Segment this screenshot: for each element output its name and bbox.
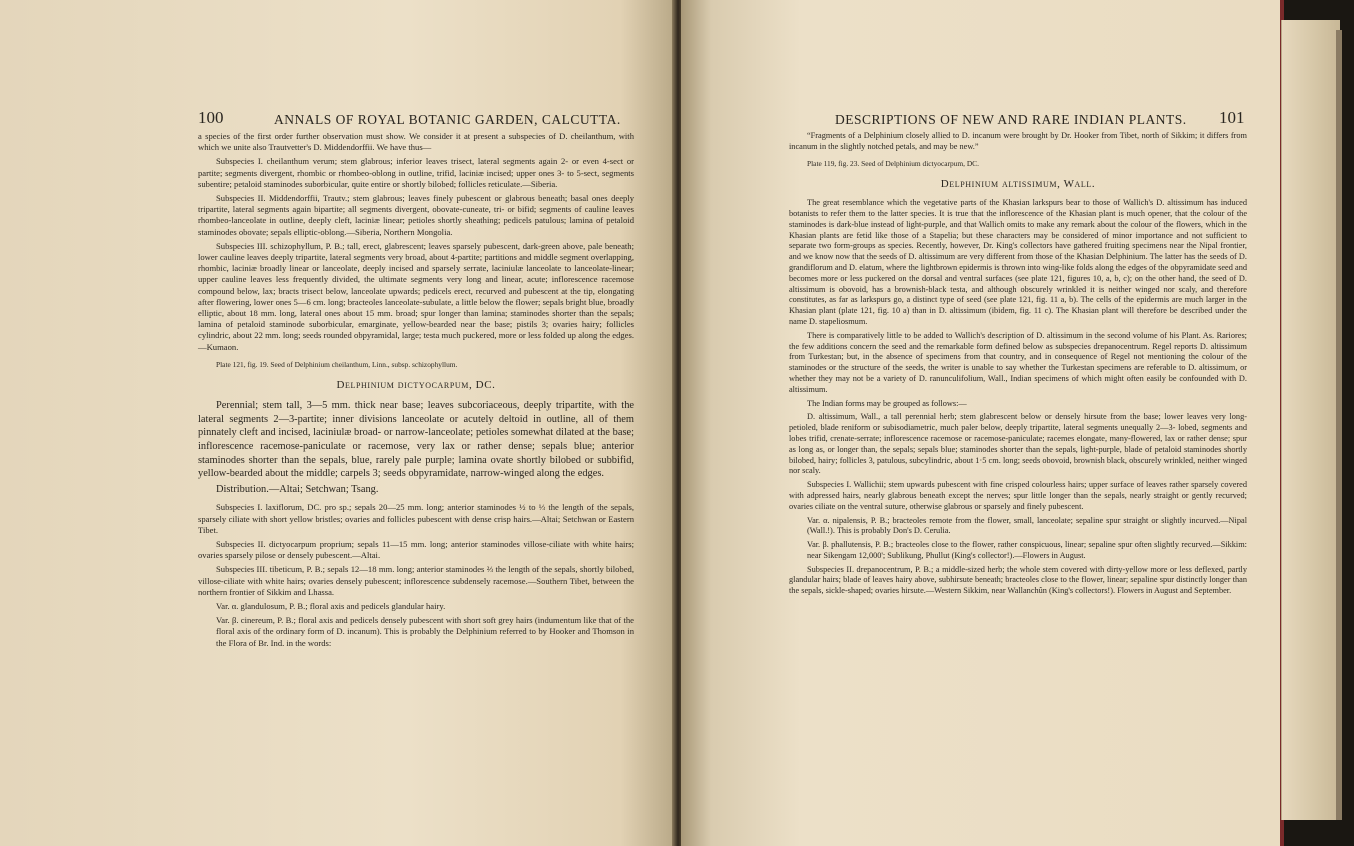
paragraph: D. altissimum, Wall., a tall perennial herb; stem glabrescent below or densely hirsute from the base; lower leaves very long-petioled, blade reniform or subisodiametric, much paler below, deeply tripartite, lateral segments unequally 2—3- lobed, segments and lobes trifid, crenate-serrate; inflorescence racemose or racemose-paniculate; racemes elongate, many-flowered, lax or rather dense; spur as long as, or longer than, the sepals; sepals blue; staminodes shorter than the sepals, light-purple, blade of petaloid staminodes shortly bilobed, hairy; follicles 3, patulous, subcylindric, about 1·5 cm. long; seeds obovoid, brownish black, obscurely wrinkled, neither winged nor scaly. bbox=[789, 412, 1247, 476]
paragraph: Subspecies I. cheilanthum verum; stem glabrous; inferior leaves trisect, lateral segments again 2- or even 4-sect or partite; segments divergent, rhombic or rhombeo-oblong in outline, trifid, laciniæ incised; upper ones 3- to 5-sect, segments subentire; petaloid staminodes suborbicular, quite entire or shortly bilobed; follicles reticulate.—Siberia. bbox=[198, 156, 634, 189]
variety: Var. β. phallutensis, P. B.; bracteoles close to the flower, rather conspicuous, linear; sepaline spur often slightly recurved.—Sikkim: near Sikengam 12,000'; Sublikung, Phullut (King's collector!).—Flowers in August. bbox=[807, 540, 1247, 560]
paragraph: a species of the first order further observation must show. We consider it at present a subspecies of D. cheilanthum, with which we unite also Trautvetter's D. Middendorffii. We have thus— bbox=[198, 131, 634, 153]
species-heading: Delphinium altissimum, Wall. bbox=[940, 178, 1096, 191]
right-text-column bbox=[789, 131, 1247, 600]
variety: Var. α. glandulosum, P. B.; floral axis and pedicels glandular hairy. bbox=[216, 601, 446, 612]
paragraph: Subspecies III. schizophyllum, P. B.; tall, erect, glabrescent; leaves sparsely pubescent, dark-green above, pale beneath; lower cauline leaves deeply tripartite, lateral segments very broad, about 4-partite; partitions and middle segment overlapping, rhombic, laciniæ broadly linear or lanceolate, deeply incised and sparsely serrate, laciniulæ lanceolate to lanceolate-linear; upper cauline leaves less frequently divided, the ultimate segments very long and linear, acute; inflorescence racemose compound below, lax; bracts trisect below, lanceolate upwards; pedicels erect, recurved and pubescent at the tip, elongating after flowering, lower ones 5—6 cm. long; bracteoles lanceolate-subulate, a little below the flower; sepals bright blue, broadly elliptic, about 18 mm. long, lateral ones about 15 mm. broad; spur longer than lamina; staminodes shorter than the sepals; lamina of petaloid staminode suborbicular, emarginate, yellow-bearded near the base; pistils 3; ovaries hairy; follicles cylindric, about 22 mm. long; seeds rounded obpyramidal, large; testa much puckered, more or less folded up along the edges.—Kumaon. bbox=[198, 240, 634, 352]
species-description bbox=[198, 399, 634, 496]
right-page bbox=[681, 0, 1281, 846]
paragraph: Subspecies II. Middendorffii, Trautv.; stem glabrous; leaves finely pubescent or glabrous beneath; basal ones deeply tripartite, lateral segments again bipartite; all segments divergent, obovate-cuneate, tri- or bifid; segments of cauline leaves rhombeo-lanceolate in outline, deeply cleft, laciniæ linear; petioles shortly sheathing; pedicels patulous; lamina of petaloid staminodes obovate; sepals elliptic-oblong.—Siberia, Northern Mongolia. bbox=[198, 193, 634, 237]
right-page-number: 101 bbox=[1219, 108, 1245, 127]
left-text-column bbox=[198, 131, 634, 652]
paragraph: Subspecies I. laxiflorum, DC. pro sp.; sepals 20—25 mm. long; anterior staminodes ½ to ⅓ the length of the sepals, sparsely ciliate with short yellow bristles; ovaries and follicles pubescent with dense crisp hairs.—Altai; Setchwan or Eastern Tibet. bbox=[198, 502, 634, 535]
page-stack-edge bbox=[1281, 20, 1340, 820]
variety: Var. α. nipalensis, P. B.; bracteoles remote from the flower, small, lanceolate; sepaline spur straight or slightly incurved.—Nipal (Wall.!). This is probably Don's D. Cerulia. bbox=[807, 515, 1247, 536]
left-page-number: 100 bbox=[198, 108, 224, 127]
paragraph: Perennial; stem tall, 3—5 mm. thick near base; leaves subcoriaceous, deeply tripartite, with the lateral segments 2—3-partite; inner divisions lanceolate or acutely deltoid in outline, all of them pinnately cleft and incised, laciniulæ broad- or narrow-lanceolate; petioles somewhat dilated at the base; inflorescence racemose-paniculate or racemose, very lax or rather dense; sepals blue; anterior staminodes shorter than the sepals, blue, rarely pale purple; lamina ovate shortly bilobed or subbifid, yellow-bearded about the middle; carpels 3; seeds obpyramidate, narrow-winged along the edges. bbox=[198, 400, 634, 480]
paragraph: Subspecies II. drepanocentrum, P. B.; a middle-sized herb; the whole stem covered with dirty-yellow more or less deflexed, partly glandular hairs; blade of leaves hairy above, subhirsute beneath; bracteoles close to the flower, linear; sepaline spur distinctly longer than the sepals, sickle-shaped; ovaries hirsute.—Western Sikkim, near Wallanchûn (King's collectors!). Flowers in August and September. bbox=[789, 564, 1247, 596]
right-running-header: DESCRIPTIONS OF NEW AND RARE INDIAN PLANTS. bbox=[835, 112, 1187, 127]
left-running-header: ANNALS OF ROYAL BOTANIC GARDEN, CALCUTTA. bbox=[274, 112, 621, 127]
page-stack-shadow bbox=[1336, 30, 1342, 820]
paragraph: The Indian forms may be grouped as follows:— bbox=[807, 398, 967, 408]
paragraph: Subspecies III. tibeticum, P. B.; sepals 12—18 mm. long; anterior staminodes ⅔ the length of the sepals, shortly bilobed, villose-ciliate with white hairs; ovaries densely pubescent; inflorescence subdensely racemose.—Southern Tibet, between the northern frontier of Sikkim and Lhassa. bbox=[198, 564, 634, 597]
paragraph: Subspecies I. Wallichii; stem upwards pubescent with fine crisped colourless hairs; upper surface of leaves rather sparsely covered with adpressed hairs, nearly glabrous beneath except the nerves; spur little longer than the sepals, nearly straight or gently recurved; ovaries ciliate on the ventral suture, otherwise glabrous or sparsely and finely pubescent. bbox=[789, 480, 1247, 511]
plate-caption: Plate 121, fig. 19. Seed of Delphinium cheilanthum, Linn., subsp. schizophyllum. bbox=[216, 359, 458, 369]
variety: Var. β. cinereum, P. B.; floral axis and pedicels densely pubescent with short soft grey hairs (indumentum like that of the floral axis of the ordinary form of D. incanum). This is probably the Delphinium referred to by Hooker and Thomson in the Flora of Br. Ind. in the words: bbox=[216, 615, 634, 648]
paragraph: There is comparatively little to be added to Wallich's description of D. altissimum in the second volume of his Plant. As. Rariores; the few additions concern the seed and the remarkable form defined below as subspecies drepanocentrum. Regel reports D. altissimum from Turkestan; but, in the absence of specimens from that country, and in consequence of Regel not mentioning the colour of the staminodes or the structure of the seeds, the writer is unable to say whether the Turkestan specimens are referable to D. altissimum, or whether they may not be a variety of D. ranunculifolium, Wall., Indian specimens of which might often easily be confounded with D. altissimum. bbox=[789, 330, 1247, 394]
paragraph: Subspecies II. dictyocarpum proprium; sepals 11—15 mm. long; anterior staminodes villose-ciliate with white hairs; ovaries sparsely pilose or densely pubescent.—Altai. bbox=[198, 539, 634, 561]
quotation: “Fragments of a Delphinium closely allied to D. incanum were brought by Dr. Hooker from Tibet, north of Sikkim; it differs from incanum in the slightly notched petals, and may be new.” bbox=[789, 131, 1247, 151]
plate-caption: Plate 119, fig. 23. Seed of Delphinium dictyocarpum, DC. bbox=[807, 158, 979, 168]
paragraph: The great resemblance which the vegetative parts of the Khasian larkspurs bear to those of Wallich's D. altissimum has induced botanists to refer them to the latter species. It is true that the inflorescence of the Khasian plant is much opener, that the colour of the staminodes is dark-blue instead of light-purple, and that Wallich omits to make any remark about the colour of the flowers, which in the Khasian plants are fetid like those of a Stapelia; but these characters may be considered of minor importance and not sufficient to separate two form-groups as species. Recently, however, Dr. King's collectors have gathered fruiting specimens near the Nipal frontier, and we know now that the seeds of D. altissimum are very different from those of the Khasian Delphinium. The latter has the seeds of D. grandiflorum and D. elatum, where the lightbrown epidermis is thrown into wing-like folds along the edges of the obpyramidate seed and becomes more or less puckered on the dorsal and ventral surfaces (see plate 121, figures 10, a, b, c); on the other hand, the seed of D. altissimum is obovoid, has a brownish-black testa, and although obscurely wrinkled it is neither winged nor scaly, and therefore constitutes, as far as larkspurs go, a distinct type of seed (see plate 121, fig. 11 a, b). The cells of the epidermis are much larger in the Khasian plant (plate 121, fig. 10 a) than in D. altissimum (ibidem, fig. 11 c). The Khasian plant will therefore be described under the name D. stapeliosmum. bbox=[789, 198, 1247, 326]
left-page bbox=[0, 0, 674, 846]
distribution: Distribution.—Altai; Setchwan; Tsang. bbox=[216, 483, 379, 495]
species-heading: Delphinium dictyocarpum, DC. bbox=[336, 379, 496, 392]
